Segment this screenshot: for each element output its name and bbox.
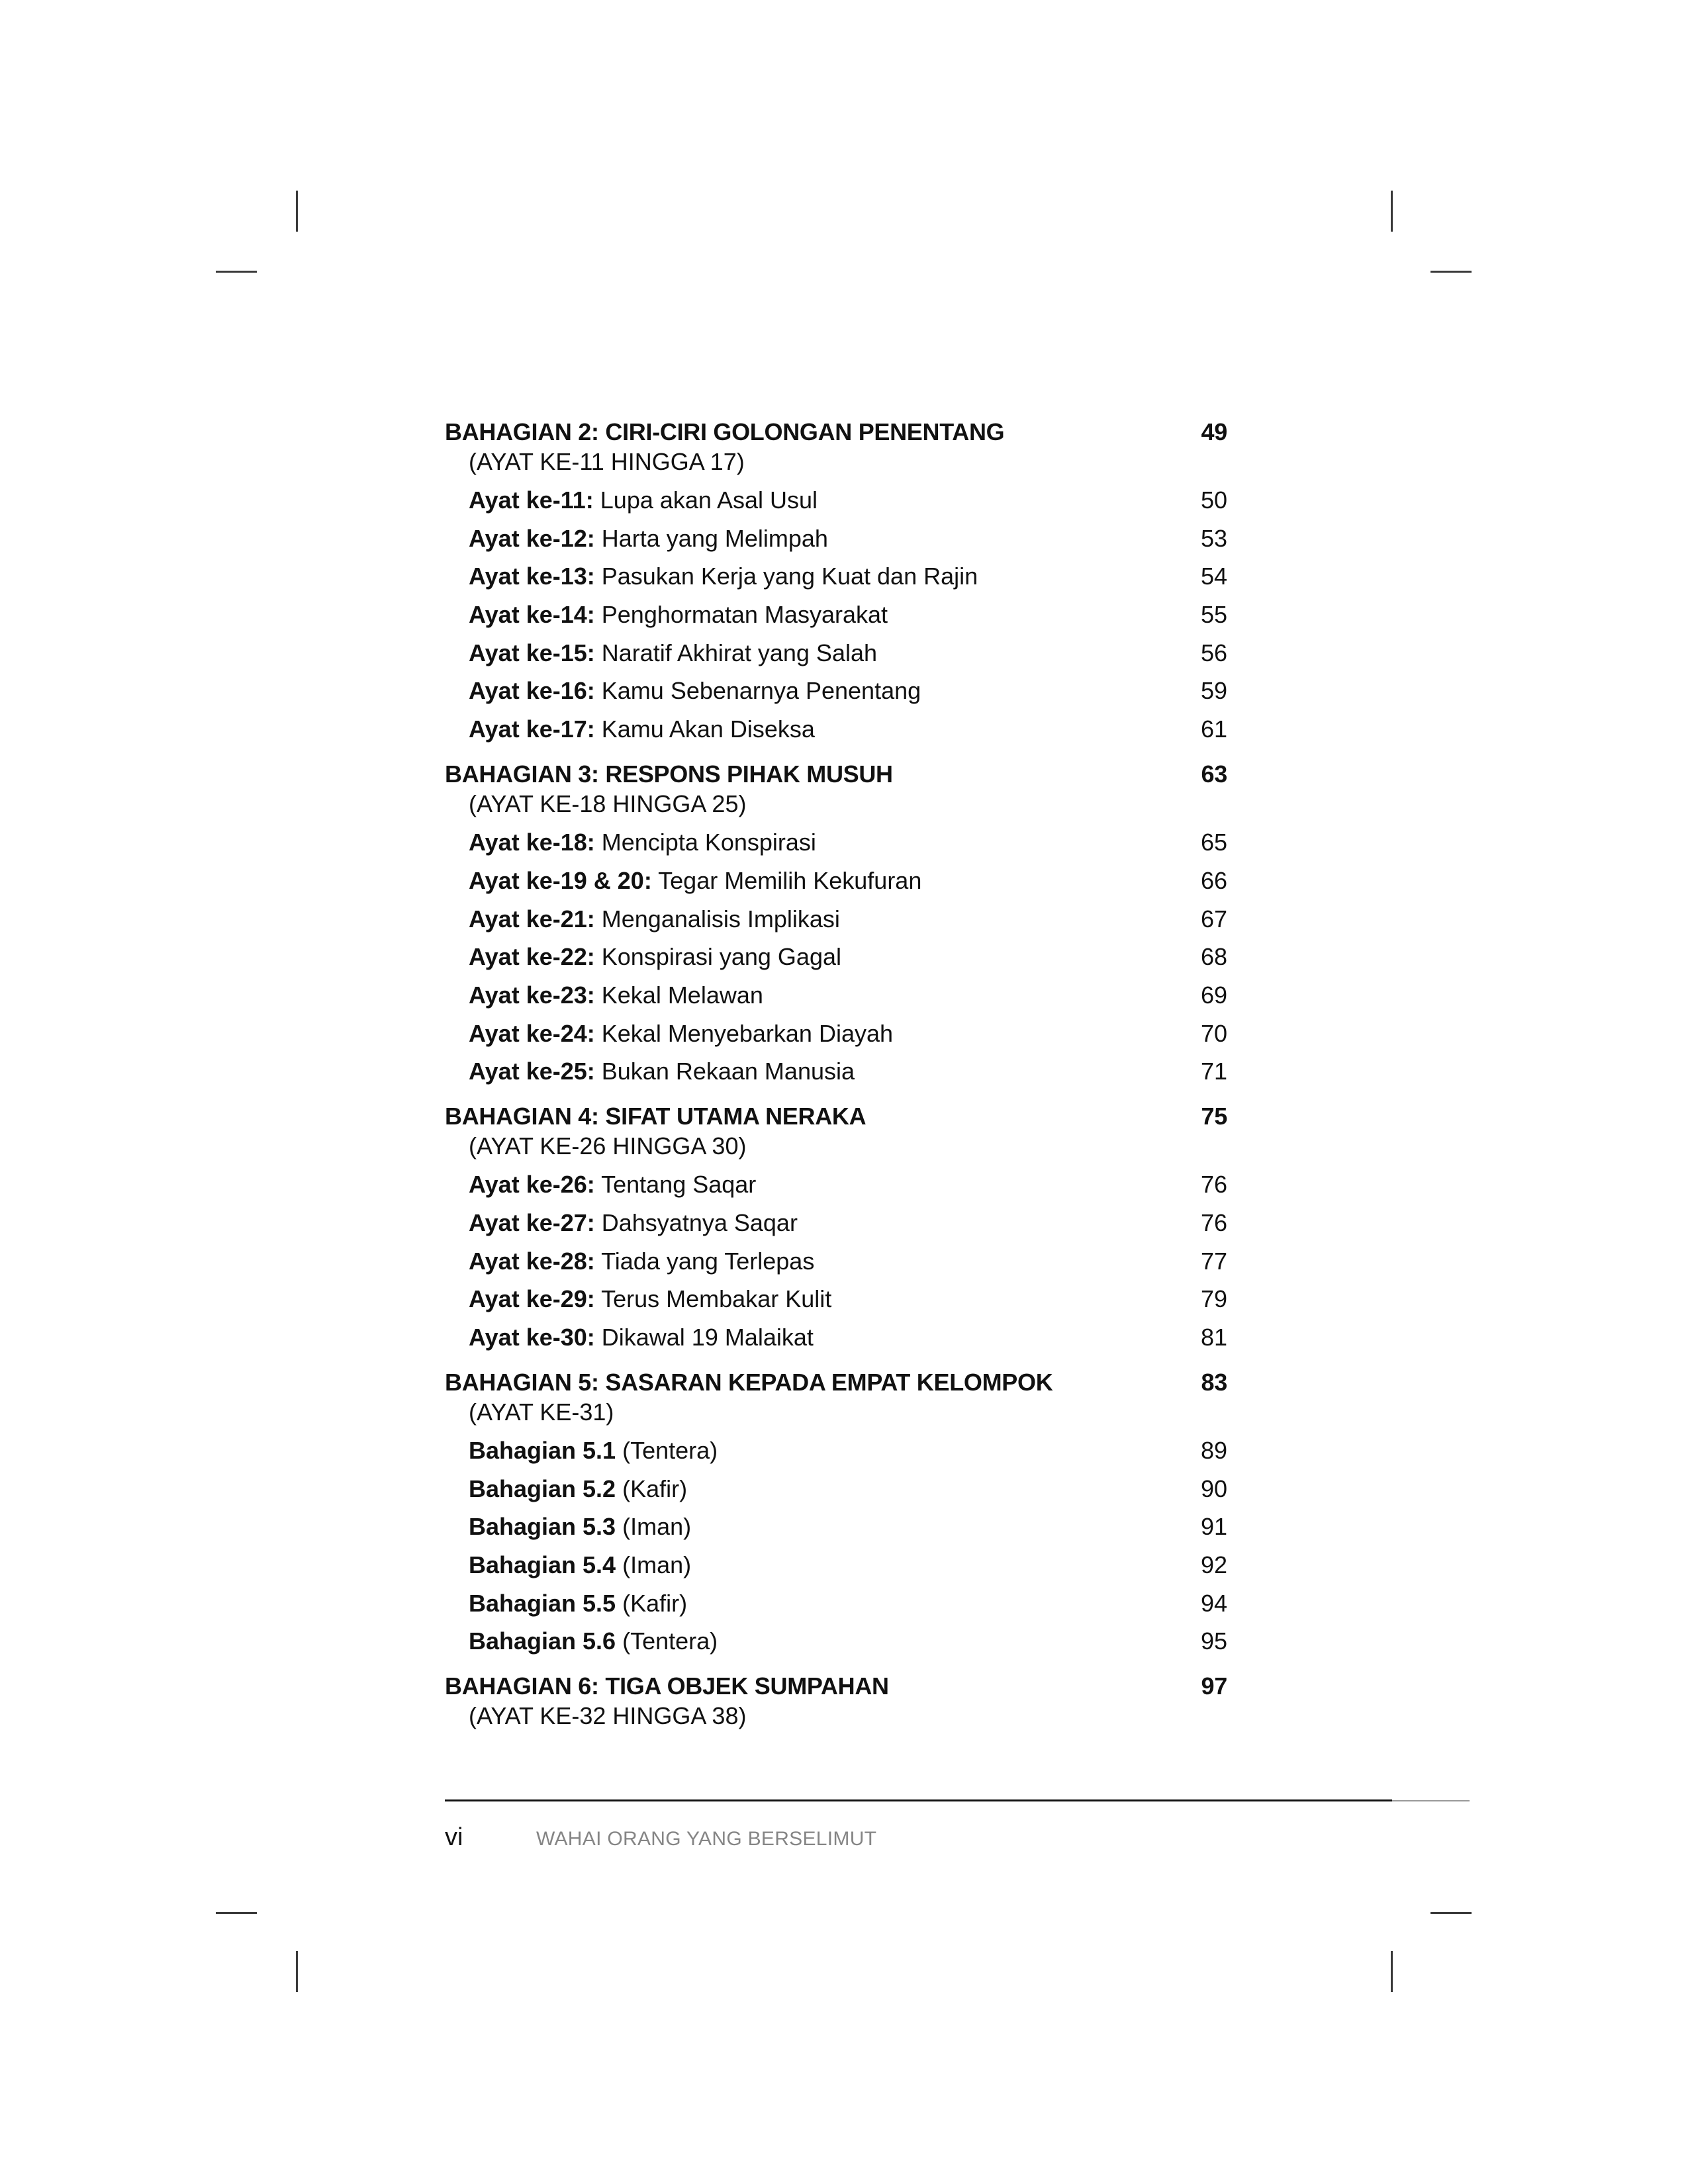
entry-title: Lupa akan Asal Usul: [593, 486, 818, 514]
entry-page-number: 79: [1200, 1285, 1227, 1313]
entry-page-number: 89: [1200, 1437, 1227, 1464]
entry-label: Ayat ke-23:: [469, 981, 595, 1009]
entry-page-number: 67: [1200, 905, 1227, 933]
entry-page-number: 54: [1200, 563, 1227, 590]
toc-entry[interactable]: [445, 1626, 1227, 1656]
entry-page-number: 95: [1200, 1627, 1227, 1655]
entry-title: Harta yang Melimpah: [594, 524, 828, 552]
section-items: [445, 1435, 1227, 1656]
section-page-number: 49: [1201, 418, 1227, 445]
toc-entry[interactable]: [445, 1169, 1227, 1199]
entry-page-number: 76: [1200, 1208, 1227, 1236]
entry-title: Dikawal 19 Malaikat: [594, 1324, 814, 1351]
toc-entry[interactable]: [445, 600, 1227, 629]
entry-page-number: 70: [1200, 1019, 1227, 1047]
entry-title: Tegar Memilih Kekufuran: [651, 866, 922, 894]
entry-label: Ayat ke-19 & 20:: [469, 866, 652, 894]
entry-page-number: 90: [1200, 1475, 1227, 1502]
section-page-number: 83: [1201, 1369, 1227, 1396]
section-heading[interactable]: [445, 1671, 1227, 1701]
crop-mark-bottom-right-horizontal: [1430, 1912, 1472, 1914]
entry-label: Ayat ke-17:: [469, 715, 595, 743]
crop-mark-top-left-horizontal: [216, 271, 257, 273]
section-heading[interactable]: [445, 1101, 1227, 1131]
entry-page-number: 77: [1200, 1247, 1227, 1275]
entry-title: Tiada yang Terlepas: [594, 1247, 815, 1275]
toc-entry[interactable]: [445, 1512, 1227, 1541]
entry-title: Dahsyatnya Saqar: [594, 1208, 798, 1236]
entry-page-number: 81: [1200, 1324, 1227, 1351]
entry-title: (Kafir): [616, 1589, 688, 1617]
crop-mark-top-right-horizontal: [1430, 271, 1472, 273]
entry-label: Ayat ke-15:: [469, 639, 595, 666]
entry-page-number: 91: [1200, 1513, 1227, 1541]
entry-title: Kekal Menyebarkan Diayah: [594, 1019, 894, 1047]
entry-label: Ayat ke-22:: [469, 943, 595, 971]
entry-page-number: 66: [1200, 866, 1227, 894]
entry-page-number: 71: [1200, 1058, 1227, 1085]
entry-label: Bahagian 5.6: [469, 1627, 616, 1655]
entry-title: (Kafir): [616, 1475, 688, 1502]
entry-page-number: 69: [1200, 981, 1227, 1009]
entry-title: Penghormatan Masyarakat: [594, 601, 888, 629]
section-heading[interactable]: [445, 1367, 1227, 1397]
page-folio: vi: [445, 1823, 463, 1851]
toc-section-5: [445, 1367, 1227, 1656]
toc-entry[interactable]: [445, 1550, 1227, 1580]
toc-entry[interactable]: [445, 942, 1227, 972]
toc-entry[interactable]: [445, 485, 1227, 515]
section-items: [445, 1169, 1227, 1352]
table-of-contents: [445, 417, 1227, 1739]
entry-page-number: 76: [1200, 1171, 1227, 1199]
entry-label: Ayat ke-16:: [469, 677, 595, 705]
entry-page-number: 61: [1200, 715, 1227, 743]
toc-entry[interactable]: [445, 714, 1227, 744]
entry-label: Ayat ke-21:: [469, 905, 595, 933]
toc-entry[interactable]: [445, 523, 1227, 553]
entry-title: (Iman): [616, 1513, 692, 1541]
entry-label: Ayat ke-25:: [469, 1058, 595, 1085]
crop-mark-bottom-left-vertical: [296, 1951, 298, 1992]
entry-page-number: 56: [1200, 639, 1227, 666]
toc-entry[interactable]: [445, 1246, 1227, 1276]
entry-title: Pasukan Kerja yang Kuat dan Rajin: [594, 563, 978, 590]
crop-mark-top-left-vertical: [296, 191, 298, 232]
toc-entry[interactable]: [445, 561, 1227, 591]
toc-section-2: [445, 417, 1227, 744]
entry-label: Bahagian 5.5: [469, 1589, 616, 1617]
entry-page-number: 65: [1200, 829, 1227, 856]
section-title: BAHAGIAN 4: SIFAT UTAMA NERAKA: [445, 1103, 867, 1130]
entry-title: Mencipta Konspirasi: [594, 829, 816, 856]
toc-section-4: [445, 1101, 1227, 1352]
entry-title: Konspirasi yang Gagal: [594, 943, 841, 971]
section-heading[interactable]: [445, 417, 1227, 447]
toc-entry[interactable]: [445, 1474, 1227, 1504]
section-page-number: 97: [1201, 1672, 1227, 1700]
toc-entry[interactable]: [445, 1322, 1227, 1352]
entry-page-number: 55: [1200, 601, 1227, 629]
entry-label: Ayat ke-28:: [469, 1247, 595, 1275]
toc-entry[interactable]: [445, 827, 1227, 857]
entry-label: Ayat ke-11:: [469, 486, 594, 514]
entry-label: Bahagian 5.2: [469, 1475, 616, 1502]
section-subtitle: (AYAT KE-32 HINGGA 38): [469, 1702, 747, 1730]
toc-entry[interactable]: [445, 1435, 1227, 1465]
section-heading[interactable]: [445, 759, 1227, 789]
section-subtitle: (AYAT KE-26 HINGGA 30): [469, 1132, 747, 1160]
section-subtitle: (AYAT KE-31): [469, 1398, 614, 1426]
entry-label: Bahagian 5.1: [469, 1437, 616, 1464]
section-subtitle: (AYAT KE-18 HINGGA 25): [469, 790, 747, 818]
toc-entry[interactable]: [445, 1588, 1227, 1618]
entry-title: Naratif Akhirat yang Salah: [594, 639, 877, 666]
section-subtitle: (AYAT KE-11 HINGGA 17): [469, 448, 745, 475]
entry-title: Kamu Sebenarnya Penentang: [594, 677, 921, 705]
entry-title: Kekal Melawan: [594, 981, 763, 1009]
entry-label: Ayat ke-14:: [469, 601, 595, 629]
entry-title: Terus Membakar Kulit: [594, 1285, 832, 1313]
toc-entry[interactable]: [445, 980, 1227, 1010]
section-page-number: 63: [1201, 760, 1227, 788]
section-items: [445, 827, 1227, 1086]
entry-label: Ayat ke-29:: [469, 1285, 595, 1313]
toc-entry[interactable]: [445, 1056, 1227, 1086]
entry-page-number: 50: [1200, 486, 1227, 514]
section-page-number: 75: [1201, 1103, 1227, 1130]
entry-title: Bukan Rekaan Manusia: [594, 1058, 855, 1085]
section-title: BAHAGIAN 2: CIRI-CIRI GOLONGAN PENENTANG: [445, 418, 1005, 445]
section-title: BAHAGIAN 5: SASARAN KEPADA EMPAT KELOMPOK: [445, 1369, 1053, 1396]
entry-label: Ayat ke-26:: [469, 1171, 595, 1199]
entry-label: Ayat ke-27:: [469, 1208, 595, 1236]
entry-title: Menganalisis Implikasi: [594, 905, 840, 933]
toc-entry[interactable]: [445, 1284, 1227, 1314]
entry-page-number: 53: [1200, 524, 1227, 552]
entry-label: Ayat ke-13:: [469, 563, 595, 590]
entry-page-number: 94: [1200, 1589, 1227, 1617]
section-title: BAHAGIAN 6: TIGA OBJEK SUMPAHAN: [445, 1672, 889, 1700]
entry-label: Ayat ke-24:: [469, 1019, 595, 1047]
toc-section-3: [445, 759, 1227, 1086]
toc-entry[interactable]: [445, 1019, 1227, 1048]
entry-title: (Tentera): [616, 1627, 718, 1655]
toc-entry[interactable]: [445, 866, 1227, 895]
toc-entry[interactable]: [445, 638, 1227, 668]
entry-page-number: 68: [1200, 943, 1227, 971]
section-items: [445, 485, 1227, 744]
entry-label: Bahagian 5.4: [469, 1551, 616, 1579]
entry-title: Tentang Saqar: [594, 1171, 757, 1199]
toc-entry[interactable]: [445, 676, 1227, 705]
footer-rule-extension: [1392, 1800, 1470, 1801]
section-title: BAHAGIAN 3: RESPONS PIHAK MUSUH: [445, 760, 893, 788]
crop-mark-top-right-vertical: [1391, 191, 1393, 232]
entry-page-number: 92: [1200, 1551, 1227, 1579]
entry-title: (Tentera): [616, 1437, 718, 1464]
toc-entry[interactable]: [445, 904, 1227, 934]
crop-mark-bottom-left-horizontal: [216, 1912, 257, 1914]
entry-title: (Iman): [616, 1551, 692, 1579]
entry-label: Bahagian 5.3: [469, 1513, 616, 1541]
entry-label: Ayat ke-12:: [469, 524, 595, 552]
running-title: WAHAI ORANG YANG BERSELIMUT: [536, 1828, 877, 1850]
toc-entry[interactable]: [445, 1208, 1227, 1238]
toc-section-6: [445, 1671, 1227, 1731]
entry-label: Ayat ke-30:: [469, 1324, 595, 1351]
crop-mark-bottom-right-vertical: [1391, 1951, 1393, 1992]
entry-label: Ayat ke-18:: [469, 829, 595, 856]
footer-rule: [445, 1799, 1392, 1801]
entry-title: Kamu Akan Diseksa: [594, 715, 815, 743]
entry-page-number: 59: [1200, 677, 1227, 705]
